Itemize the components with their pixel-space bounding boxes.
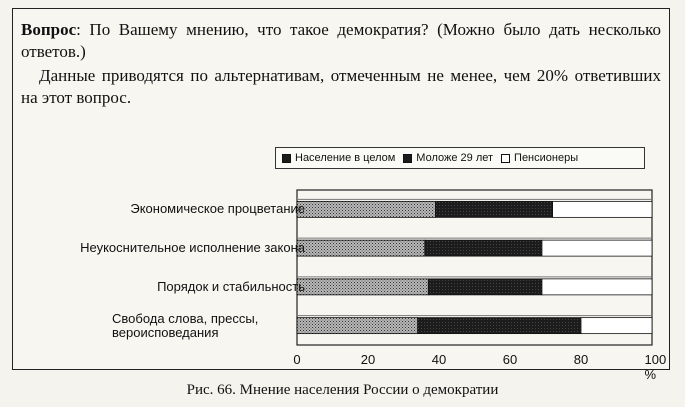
bar-segment-4-1 <box>297 318 418 334</box>
x-tick-label-5: 80 <box>573 352 589 367</box>
bar-segment-4-2 <box>418 318 581 334</box>
question-body: : По Вашему мнению, что такое демократия? (Можно было дать несколько ответов.) <box>21 20 661 61</box>
x-tick-label-4: 60 <box>502 352 518 367</box>
x-tick-label-6: 100 % <box>644 352 667 382</box>
bar-segment-4-3 <box>581 318 652 334</box>
bar-segment-2-1 <box>297 240 425 256</box>
category-label-3: Порядок и стабильность <box>157 278 305 294</box>
category-label-4: Свобода слова, прессы, вероисповедания <box>112 310 259 340</box>
x-tick-label-3: 40 <box>431 352 447 367</box>
x-tick-label-1: 0 <box>293 352 301 367</box>
bar-segment-2-2 <box>425 240 542 256</box>
bar-segment-2-3 <box>542 240 652 256</box>
bar-segment-3-3 <box>542 279 652 295</box>
legend-label-1: Население в целом <box>295 152 396 164</box>
legend-label-2: Моложе 29 лет <box>416 152 494 164</box>
bar-segment-1-3 <box>553 201 652 217</box>
question-label: Вопрос <box>21 20 77 39</box>
bar-segment-3-2 <box>428 279 542 295</box>
category-label-1: Экономическое процветание <box>130 201 305 217</box>
legend-label-3: Пенсионеры <box>514 152 579 164</box>
bar-segment-1-2 <box>435 201 552 217</box>
figure-caption: Рис. 66. Мнение населения России о демократии <box>186 382 499 398</box>
x-tick-label-2: 20 <box>360 352 376 367</box>
bar-segment-3-1 <box>297 279 428 295</box>
category-label-2: Неукоснительное исполнение закона <box>80 240 305 256</box>
data-note: Данные приводятся по альтернативам, отмеченным не менее, чем 20% ответивших на этот вопрос. <box>21 66 661 107</box>
bar-segment-1-1 <box>297 201 435 217</box>
